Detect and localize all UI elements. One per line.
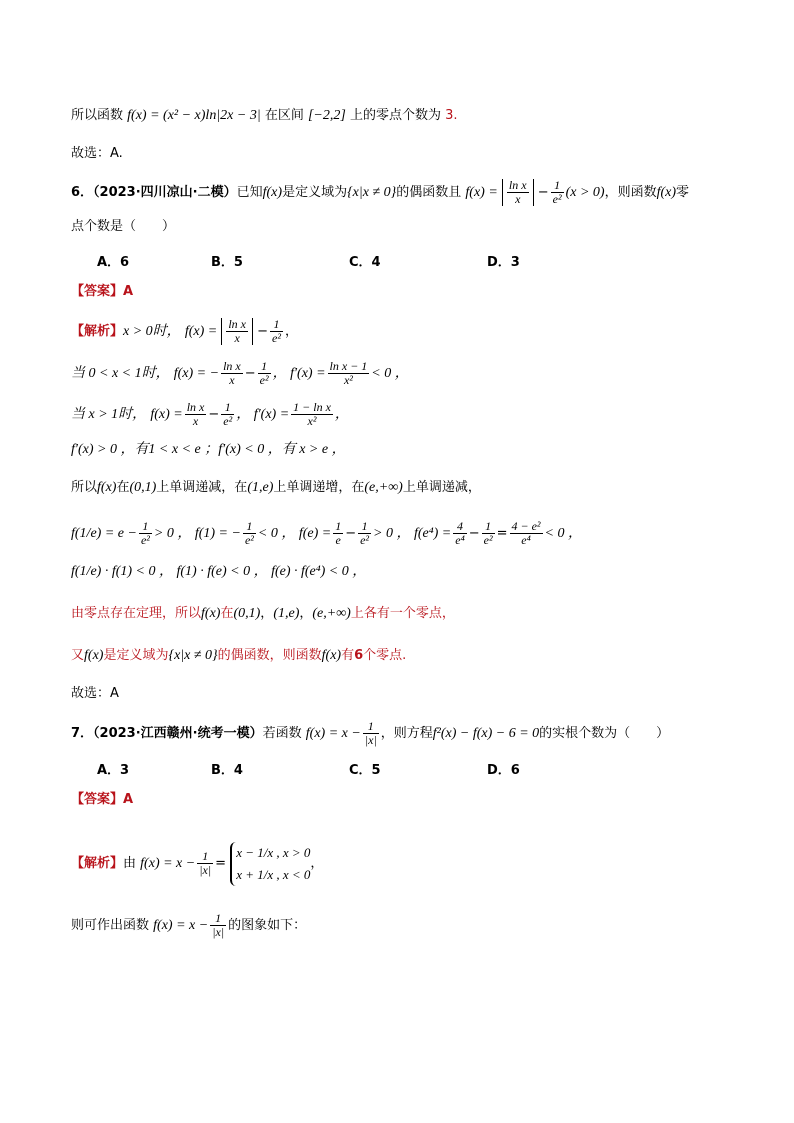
q6-stem-b: 是定义域为 bbox=[282, 185, 348, 200]
q6-def-den: x bbox=[515, 192, 521, 206]
q6-s2-frac3 bbox=[328, 360, 370, 387]
q6-def-num: ln x bbox=[508, 178, 527, 192]
q6-s6-frac5 bbox=[453, 520, 467, 547]
q6-s6-e2-3: e² bbox=[360, 533, 370, 547]
q7-def-frac bbox=[363, 720, 379, 747]
q6-s1-num: ln x bbox=[228, 317, 247, 331]
q7-option-c[interactable]: C．5 bbox=[349, 763, 381, 778]
q6-s6-e2-4: e² bbox=[483, 533, 493, 547]
q6-s6-one1: 1 bbox=[139, 520, 152, 534]
q6-cond: (x > 0) bbox=[565, 185, 605, 200]
q6-answer-value: A bbox=[123, 284, 134, 299]
q6-s6-one5: 1 bbox=[482, 520, 495, 534]
q5-conclusion-mid: 在区间 bbox=[264, 108, 304, 123]
q7-a2-absx: |x| bbox=[212, 925, 225, 939]
q6-s9-num: 6 bbox=[354, 648, 364, 663]
q6-s2-den1: x bbox=[229, 373, 235, 387]
q6-s1-abs bbox=[221, 318, 253, 345]
q6-analysis-line7: f(1/e) · f(1) < 0 ， f(1) · f(e) < 0 ， f(e) · f(e⁴) < 0 ， bbox=[71, 564, 367, 579]
q6-s3-frac3 bbox=[291, 401, 333, 428]
q6-analysis-line9 bbox=[71, 646, 406, 666]
q7-analysis-line2 bbox=[71, 912, 306, 939]
q6-s6-d: > 0 ， f(e⁴) = bbox=[373, 526, 452, 541]
q6-s1-f: f(x) = bbox=[184, 324, 218, 339]
q6-s2-post: < 0 ， bbox=[371, 366, 409, 381]
q6-s2-e2: e² bbox=[259, 373, 269, 387]
q7-a2-frac bbox=[210, 912, 226, 939]
q6-s8-a: 由零点存在定理，所以 bbox=[71, 606, 202, 621]
q7-a2-pre: 则可作出函数 bbox=[71, 918, 150, 933]
q6-s1-pre: x > 0时， bbox=[123, 324, 181, 339]
q6-analysis-line4: f′(x) > 0 ，有1 < x < e ；f′(x) < 0 ，有 x > e ， bbox=[71, 442, 346, 457]
q5-conclusion-post: 上的零点个数为 bbox=[349, 108, 441, 123]
q6-s3-den3: x² bbox=[307, 414, 317, 428]
q7-a1-one: 1 bbox=[197, 850, 213, 864]
q6-s6-frac3 bbox=[333, 520, 343, 547]
q5-choose: 故选：A. bbox=[71, 146, 123, 161]
q6-s9-domain: {x|x ≠ 0} bbox=[168, 648, 218, 663]
q6-s9-fx1: f(x) bbox=[84, 648, 104, 663]
q7-a1-pre: 由 bbox=[123, 856, 137, 871]
q7-equation: f²(x) − f(x) − 6 = 0 bbox=[432, 726, 540, 741]
q6-s6-e2-1: e² bbox=[140, 533, 150, 547]
q6-s1-e2: e² bbox=[272, 331, 281, 345]
q6-s6-c: < 0 ， f(e) = bbox=[257, 526, 332, 541]
q7-option-b[interactable]: B．4 bbox=[211, 763, 243, 778]
q6-answer bbox=[71, 282, 133, 302]
q6-number: 6． bbox=[71, 185, 94, 200]
q6-s1-one: 1 bbox=[270, 318, 283, 332]
q7-analysis-line1: 【解析】由 f(x) = x − $\frac{1}{|x|}$ = x − 1/x , x > 0 x + 1/x , x < 0 ， bbox=[71, 834, 323, 894]
q6-s2-one: 1 bbox=[258, 360, 271, 374]
q6-analysis-line1: 【解析】x > 0时， f(x) = $\frac{\text{ln x}}{x}$ − $\frac{1}{\text{e²}}$ ， bbox=[71, 317, 298, 345]
q6-s8-i3: (e,+∞) bbox=[312, 606, 351, 621]
q6-s8-d: ， bbox=[299, 606, 313, 621]
q5-conclusion-pre: 所以函数 bbox=[71, 108, 124, 123]
q6-s5-i3: (e,+∞) bbox=[364, 480, 403, 495]
q6-analysis-line6: f(1/e) = e − $\frac{1}{\text{e²}}$ > 0 ， f(1) = − $\frac{1}{\text{e²}}$ < 0 ， f(e) = $\frac{1}{e}$ − $\frac{1}{\text{e²}}$ > 0 ， f(e⁴) = $\frac{4}{\text{e⁴}}$ − $\frac{1}{\text{e²}}$ = $\frac{\text{4 − e²}}{\text{e⁴}}$ < 0 ， bbox=[71, 519, 582, 547]
q6-fx-2: f(x) bbox=[656, 185, 677, 200]
q6-s1-frac bbox=[270, 318, 283, 345]
q6-s9-d: 有 bbox=[341, 648, 355, 663]
q6-stem-line2: 点个数是（ ） bbox=[71, 219, 176, 234]
q7-analysis-tag: 【解析】 bbox=[71, 856, 124, 871]
q7-def-one: 1 bbox=[363, 720, 379, 734]
q6-s3-mid: ， f′(x) = bbox=[236, 407, 290, 422]
q6-stem-line1: 6．（2023·四川凉山·二模）已知f(x)是定义域为{x|x ≠ 0}的偶函数且 f(x) = $\frac{\text{ln x}}{x}$ − $\frac{1}{\text{e²}}$ (x > 0)，则函数f(x)零 bbox=[71, 178, 690, 206]
q6-domain: {x|x ≠ 0} bbox=[347, 185, 397, 200]
q6-s8-fx: f(x) bbox=[201, 606, 221, 621]
q6-s9-c: 的偶函数，则函数 bbox=[217, 648, 322, 663]
q6-choose: 故选：A bbox=[71, 686, 119, 701]
q6-s6-e2-2: e² bbox=[244, 533, 254, 547]
q6-s2-num3: ln x − 1 bbox=[329, 359, 368, 373]
q6-s6-one3: 1 bbox=[335, 519, 342, 533]
q7-a1-absx: |x| bbox=[199, 863, 212, 877]
q5-conclusion-formula: f(x) = (x² − x)ln|2x − 3| bbox=[127, 108, 261, 123]
q6-s3-den1: x bbox=[192, 414, 199, 428]
q6-source: （2023·四川凉山·二模） bbox=[93, 185, 237, 200]
q7-a2-post: 的图象如下： bbox=[228, 918, 307, 933]
q6-def-lhs: f(x) = bbox=[465, 185, 498, 200]
q6-s6-frac7 bbox=[510, 520, 543, 547]
q6-s9-a: 又 bbox=[71, 648, 85, 663]
q6-s6-frac6 bbox=[482, 520, 495, 547]
q7-source: （2023·江西赣州·统考一模） bbox=[93, 726, 263, 741]
q6-s2-num1: ln x bbox=[223, 359, 241, 373]
q6-s6-frac2 bbox=[243, 520, 256, 547]
q6-s5-i2: (1,e) bbox=[247, 480, 274, 495]
q6-s8-e: 上各有一个零点， bbox=[350, 606, 455, 621]
q7-stem bbox=[71, 720, 669, 747]
q6-option-b[interactable]: B．5 bbox=[211, 255, 243, 270]
q6-s3-num3: 1 − ln x bbox=[293, 400, 331, 414]
q7-option-d[interactable]: D．6 bbox=[487, 763, 520, 778]
q6-s3-frac1 bbox=[185, 401, 207, 428]
q6-s6-e4-1: e⁴ bbox=[455, 533, 465, 547]
q6-s5-c: 上单调递减，在 bbox=[156, 480, 248, 495]
q6-s8-i1: (0,1) bbox=[233, 606, 261, 621]
q6-s5-fx: f(x) bbox=[97, 480, 117, 495]
q6-s2-f: f(x) = − bbox=[173, 366, 220, 381]
q6-s3-e2: e² bbox=[223, 414, 233, 428]
q6-option-d[interactable]: D．3 bbox=[487, 255, 520, 270]
q7-answer bbox=[71, 790, 133, 810]
q6-analysis-line2: 当 0 < x < 1时， f(x) = − $\frac{\text{ln x}}{x}$ − $\frac{1}{\text{e²}}$ ， f′(x) = $\frac{\text{ln x − 1}}{\text{x²}}$ < 0 ， bbox=[71, 359, 409, 387]
q6-s8-c: ， bbox=[260, 606, 274, 621]
q7-case1: x − 1/x , x > 0 bbox=[236, 844, 311, 860]
q6-s2-frac2 bbox=[258, 360, 271, 387]
q6-s6-one4: 1 bbox=[358, 520, 371, 534]
q6-s5-b: 在 bbox=[116, 480, 130, 495]
q6-s8-b: 在 bbox=[220, 606, 234, 621]
q6-s6-one2: 1 bbox=[243, 520, 256, 534]
q6-s1-den: x bbox=[234, 331, 240, 345]
q6-s5-d: 上单调递增，在 bbox=[273, 480, 365, 495]
q6-stem-d: ，则函数 bbox=[604, 185, 657, 200]
q6-s3-f: f(x) = bbox=[150, 407, 183, 422]
q6-s6-e: e bbox=[335, 533, 341, 547]
q7-piecewise bbox=[230, 842, 310, 886]
q7-a1-post: ， bbox=[310, 856, 324, 871]
q7-stem-b: ，则方程 bbox=[380, 726, 433, 741]
q7-def-lhs: f(x) = x − bbox=[305, 726, 361, 741]
q6-s6-e-tail: < 0 ， bbox=[544, 526, 582, 541]
q6-analysis-tag: 【解析】 bbox=[71, 324, 124, 339]
q6-s3-post: ， bbox=[334, 407, 349, 422]
q6-s2-mid: ， f′(x) = bbox=[272, 366, 326, 381]
q6-s6-four: 4 bbox=[453, 520, 467, 534]
q7-option-a[interactable]: A．3 bbox=[97, 763, 130, 778]
q6-s6-e4-2: e⁴ bbox=[521, 533, 531, 547]
q6-s3-one: 1 bbox=[221, 401, 234, 415]
q6-s5-a: 所以 bbox=[71, 480, 98, 495]
q7-a1-f: f(x) = x − bbox=[140, 856, 196, 871]
q5-conclusion bbox=[71, 106, 458, 126]
q6-s3-num1: ln x bbox=[186, 400, 205, 414]
q6-s2-frac1 bbox=[221, 360, 243, 387]
q7-def-absx: |x| bbox=[364, 733, 377, 747]
q6-s8-i2: (1,e) bbox=[273, 606, 300, 621]
q6-s9-e: 个零点. bbox=[363, 648, 407, 663]
q6-s3-pre: 当 x > 1时， bbox=[71, 407, 147, 422]
q6-analysis-line3: 当 x > 1时， f(x) = $\frac{\text{ln x}}{x}$ − $\frac{1}{\text{e²}}$ ， f′(x) = $\frac{\text{1 − ln x}}{\text{x²}}$ ， bbox=[71, 400, 349, 428]
q6-answer-tag: 【答案】 bbox=[71, 284, 124, 299]
q6-s3-frac2 bbox=[221, 401, 234, 428]
q6-s6-num7: 4 − e² bbox=[511, 519, 541, 533]
q6-s5-e: 上单调递减， bbox=[402, 480, 481, 495]
q6-s6-frac1 bbox=[139, 520, 152, 547]
q7-answer-tag: 【答案】 bbox=[71, 792, 124, 807]
q6-s5-i1: (0,1) bbox=[129, 480, 157, 495]
q7-stem-c: 的实根个数为（ ） bbox=[539, 726, 670, 741]
q6-analysis-line8 bbox=[71, 604, 455, 624]
q6-s9-fx2: f(x) bbox=[321, 648, 342, 663]
q6-analysis-line5 bbox=[71, 478, 481, 498]
q6-s6-a: f(1/e) = e − bbox=[71, 526, 137, 541]
q6-s2-den3: x² bbox=[343, 373, 353, 387]
q5-conclusion-interval: [−2,2] bbox=[307, 108, 346, 123]
q7-a1-frac bbox=[197, 850, 213, 877]
q6-s2-pre: 当 0 < x < 1时， bbox=[71, 366, 170, 381]
q5-conclusion-value: 3. bbox=[445, 108, 458, 123]
q6-def-e2: e² bbox=[552, 192, 562, 206]
q7-answer-value: A bbox=[123, 792, 134, 807]
q6-def-one: 1 bbox=[551, 179, 564, 193]
q7-stem-a: 若函数 bbox=[262, 726, 302, 741]
q6-stem-a: 已知 bbox=[236, 185, 263, 200]
q6-option-c[interactable]: C．4 bbox=[349, 255, 381, 270]
q6-abs-lnx-over-x bbox=[502, 179, 534, 206]
q6-stem-e: 零 bbox=[676, 185, 690, 200]
q7-case2: x + 1/x , x < 0 bbox=[236, 866, 311, 882]
q6-s6-b: > 0 ， f(1) = − bbox=[153, 526, 241, 541]
q7-a2-f: f(x) = x − bbox=[153, 918, 209, 933]
q6-s9-b: 是定义域为 bbox=[103, 648, 169, 663]
q6-def-frac bbox=[551, 179, 564, 206]
q7-number: 7． bbox=[71, 726, 94, 741]
q7-a2-one: 1 bbox=[210, 912, 226, 926]
q6-option-a[interactable]: A．6 bbox=[97, 255, 130, 270]
q6-stem-c: 的偶函数且 bbox=[396, 185, 462, 200]
q6-fx: f(x) bbox=[262, 185, 283, 200]
q6-s6-frac4 bbox=[358, 520, 371, 547]
